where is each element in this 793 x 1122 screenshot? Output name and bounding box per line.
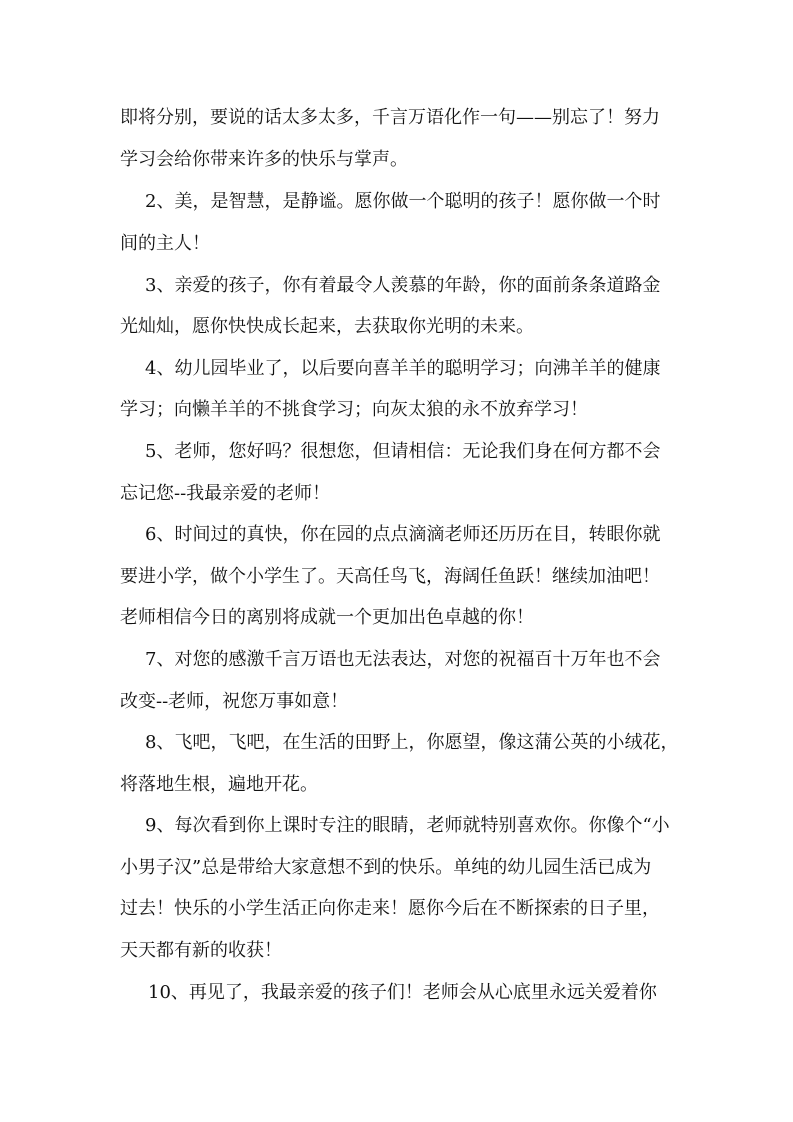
text-line: 9、每次看到你上课时专注的眼睛，老师就特别喜欢你。你像个“小 [145, 815, 670, 836]
text-line: 2、美，是智慧，是静谧。愿你做一个聪明的孩子！愿你做一个时 [145, 191, 661, 212]
text-line: 改变--老师，祝您万事如意！ [120, 691, 349, 712]
text-line: 3、亲爱的孩子，你有着最令人羡慕的年龄，你的面前条条道路金 [145, 275, 661, 296]
text-line: 要进小学，做个小学生了。天高任鸟飞，海阔任鱼跃！继续加油吧！ [120, 566, 660, 587]
text-line: 光灿灿，愿你快快成长起来，去获取你光明的未来。 [120, 316, 534, 337]
text-line: 过去！快乐的小学生活正向你走来！愿你今后在不断探索的日子里， [120, 898, 660, 919]
text-line: 5、老师，您好吗？很想您，但请相信：无论我们身在何方都不会 [145, 441, 661, 462]
text-line: 10、再见了，我最亲爱的孩子们！老师会从心底里永远关爱着你 [148, 982, 657, 1003]
text-line: 天天都有新的收获！ [120, 940, 282, 961]
text-line: 小男子汉”总是带给大家意想不到的快乐。单纯的幼儿园生活已成为 [120, 857, 652, 878]
text-line: 8、飞吧，飞吧，在生活的田野上，你愿望，像这蒲公英的小绒花， [145, 732, 679, 753]
text-line: 将落地生根，遍地开花。 [120, 774, 318, 795]
text-line: 老师相信今日的离别将成就一个更加出色卓越的你！ [120, 607, 534, 628]
text-line: 学习；向懒羊羊的不挑食学习；向灰太狼的永不放弃学习！ [120, 399, 588, 420]
text-line: 6、时间过的真快，你在园的点点滴滴老师还历历在目，转眼你就 [145, 524, 661, 545]
text-line: 学习会给你带来许多的快乐与掌声。 [120, 149, 408, 170]
text-line: 4、幼儿园毕业了，以后要向喜羊羊的聪明学习；向沸羊羊的健康 [145, 358, 661, 379]
text-line: 7、对您的感激千言万语也无法表达，对您的祝福百十万年也不会 [145, 649, 661, 670]
text-line: 忘记您--我最亲爱的老师！ [120, 483, 331, 504]
text-line: 间的主人！ [120, 233, 210, 254]
text-line: 即将分别，要说的话太多太多，千言万语化作一句——别忘了！努力 [120, 107, 660, 128]
